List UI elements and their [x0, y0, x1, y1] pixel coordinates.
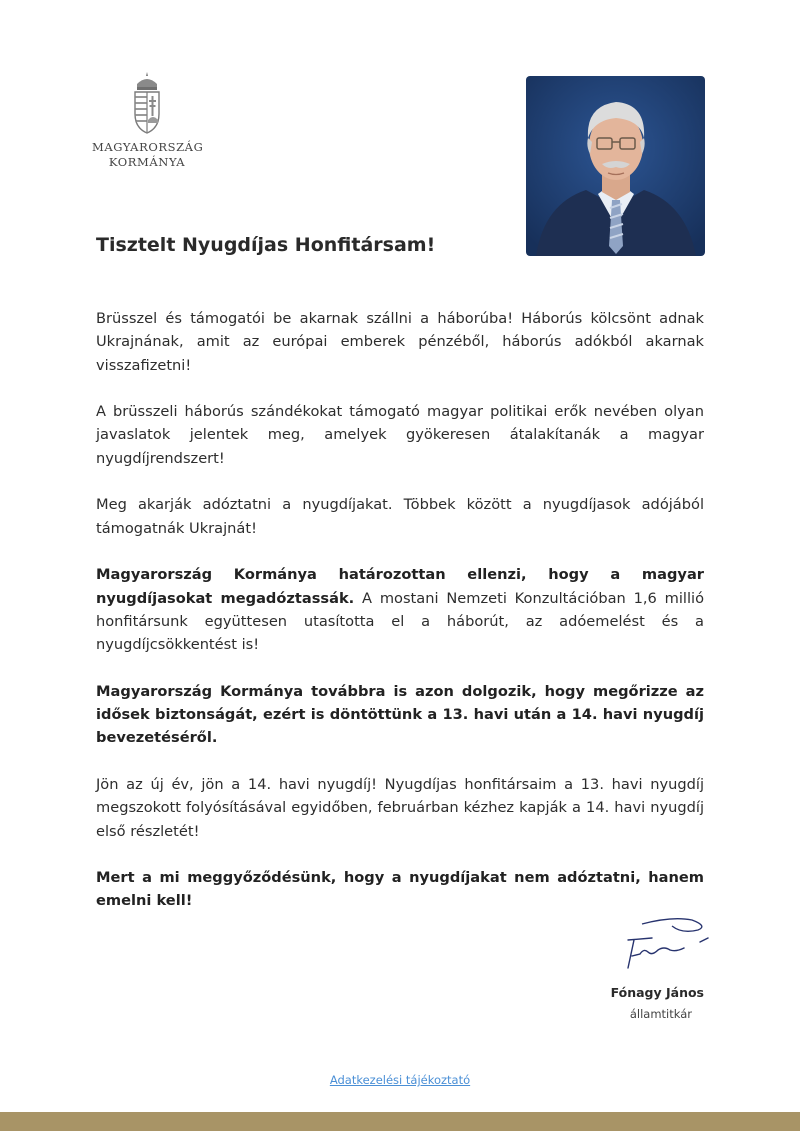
paragraph-5 — [96, 680, 704, 750]
paragraph-5-bold: Magyarország Kormánya továbbra is azon dolgozik, hogy megőrizze az idősek biztonságát, ezért is döntöttünk a 13. havi után a 14. havi nyugdíj bevezetéséről. — [96, 682, 704, 747]
privacy-policy-link[interactable]: Adatkezelési tájékoztató — [329, 1073, 471, 1087]
paragraph-4-bold: Magyarország Kormánya határozottan ellenzi, hogy a magyar nyugdíjasokat megadóztassák. — [96, 566, 704, 607]
paragraph-6: Jön az új év, jön a 14. havi nyugdíj! Nyugdíjas honfitársaim a 13. havi nyugdíj megszokott folyósításával egyidőben, februárban kézhez kapják a 14. havi nyugdíj első részletét! — [96, 775, 704, 840]
government-logo — [92, 70, 202, 180]
paragraph-3: Meg akarják adóztatni a nyugdíjakat. Többek között a nyugdíjasok adójából támogatnák Ukrajnát! — [96, 496, 704, 537]
letter-greeting: Tisztelt Nyugdíjas Honfitársam! — [96, 234, 436, 256]
logo-line-1: MAGYARORSZÁG — [92, 140, 204, 154]
letter-body — [96, 307, 704, 936]
logo-line-2: KORMÁNYA — [108, 155, 186, 169]
paragraph-4-rest: A mostani Nemzeti Konzultációban 1,6 millió honfitársunk együttesen utasította el a háborút, az adóemelést és a nyugdíjcsökkentést is! — [96, 589, 704, 654]
paragraph-1: Brüsszel és támogatói be akarnak szállni a háborúba! Háborús kölcsönt adnak Ukrajnának, amit az európai emberek pénzéből, háborús adókból akarnak visszafizetni! — [96, 310, 704, 374]
footer-bar — [0, 1112, 800, 1131]
coat-of-arms-icon — [127, 70, 167, 136]
paragraph-2: A brüsszeli háborús szándékokat támogató magyar politikai erők nevében olyan javaslatok jelentek meg, amelyek gyökeresen átalakítanák a magyar nyugdíjrendszert! — [96, 403, 704, 467]
handwritten-signature — [612, 912, 712, 978]
paragraph-4 — [96, 563, 704, 656]
signer-title: államtitkár — [629, 1007, 692, 1021]
signer-name: Fónagy János — [610, 985, 704, 1000]
paragraph-7 — [96, 866, 704, 913]
portrait-photo — [526, 76, 705, 256]
paragraph-7-bold: Mert a mi meggyőződésünk, hogy a nyugdíjakat nem adóztatni, hanem emelni kell! — [96, 869, 704, 910]
